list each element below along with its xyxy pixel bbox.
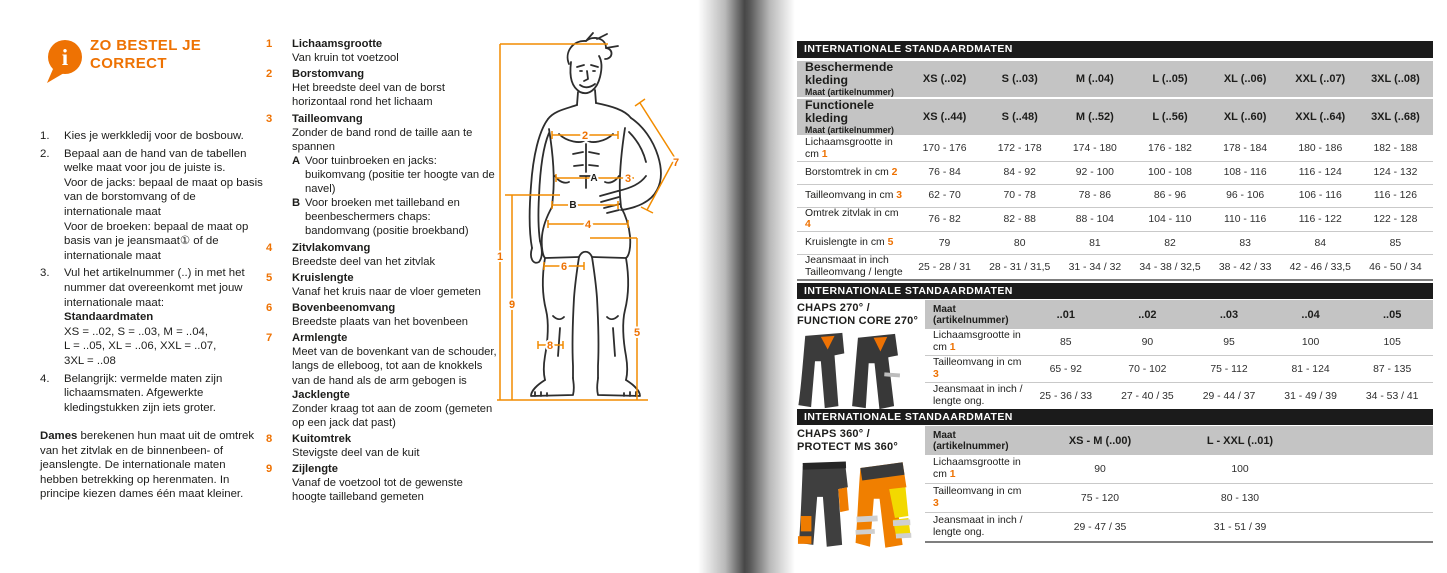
step-line: Standaardmaten xyxy=(64,311,154,324)
size-column-header: 3XL (..08) xyxy=(1371,72,1420,85)
measure-sub-item xyxy=(292,196,498,238)
table-header-bar: INTERNATIONALE STANDAARDMATEN xyxy=(797,41,1433,58)
figure-label-6: 6 xyxy=(560,261,568,273)
table-cell: 176 - 182 xyxy=(1148,143,1192,155)
measure-title: Bovenbeenomvang xyxy=(292,301,396,314)
measure-body xyxy=(292,67,498,109)
measure-title: Kuitomtrek xyxy=(292,432,352,445)
step-number: 1. xyxy=(40,130,50,142)
chaps-270-table xyxy=(925,300,1433,411)
table-cell: 79 xyxy=(938,237,951,249)
measure-desc: Vanaf het kruis naar de vloer gemeten xyxy=(292,285,481,298)
table-row xyxy=(797,255,1433,281)
table-cell: 28 - 31 / 31,5 xyxy=(989,261,1051,273)
row-label xyxy=(925,515,1030,539)
row-values xyxy=(907,214,1433,225)
row-label xyxy=(797,208,907,232)
size-table-chaps-270 xyxy=(797,283,1433,411)
row-label-text: Lichaamsgrootte in cm xyxy=(933,457,1021,480)
table-cell: 86 - 96 xyxy=(1153,190,1187,202)
step-body xyxy=(64,129,265,144)
size-header-row xyxy=(925,300,1433,329)
step-line: Belangrijk: vermelde maten zijn lichaamsmaten. Afgewerkte kledingstukken zijn iets groter. xyxy=(64,372,223,414)
table-cell: 116 - 122 xyxy=(1298,213,1342,225)
body-measurement-figure xyxy=(485,26,701,416)
chaps-270-product-image xyxy=(797,330,923,417)
article-number-label: Maat (artikelnummer) xyxy=(805,124,894,135)
table-cell: 178 - 184 xyxy=(1223,143,1268,155)
step-line: Voor de broeken: bepaal de maat op basis van je jeansmaat① of de internationale maat xyxy=(64,220,249,262)
size-column-header: S (..48) xyxy=(1001,110,1038,123)
figure-label-3: 3 xyxy=(624,173,632,185)
measure-body xyxy=(292,112,498,239)
row-values xyxy=(907,167,1433,178)
step-line: Vul het artikelnummer (..) in met het nummer dat overeenkomt met jouw internationale maat: xyxy=(64,267,245,309)
measure-title: Armlengte xyxy=(292,332,348,345)
size-column-header: XL (..60) xyxy=(1223,110,1267,123)
measure-title: Zitvlakomvang xyxy=(292,241,371,254)
row-label xyxy=(797,137,907,161)
step-lines xyxy=(64,266,265,368)
table-cell: 76 - 84 xyxy=(928,167,961,179)
measure-body xyxy=(292,331,498,430)
table-row xyxy=(797,137,1433,162)
table-cell: 80 - 130 xyxy=(1220,492,1260,504)
table-cell: 90 xyxy=(1094,463,1106,475)
table-cell: 96 - 106 xyxy=(1226,190,1265,202)
figure-label-5: 5 xyxy=(633,327,641,339)
size-column-header: XXL (..07) xyxy=(1295,72,1346,85)
table-row xyxy=(797,162,1433,185)
measure-title: Lichaamsgrootte xyxy=(292,38,383,50)
table-cell: 62 - 70 xyxy=(928,190,961,202)
table-cell: 25 - 28 / 31 xyxy=(918,261,971,273)
size-columns xyxy=(907,73,1433,85)
row-label-line2: Tailleomvang / lengte xyxy=(805,267,903,279)
table-row xyxy=(797,232,1433,255)
table-cell: 29 - 47 / 35 xyxy=(1073,521,1127,533)
measure-sub-item xyxy=(292,154,498,196)
measure-number: 2 xyxy=(266,68,273,81)
measure-number: 9 xyxy=(266,463,273,476)
table-row xyxy=(925,383,1433,411)
table-cell: 88 - 104 xyxy=(1075,213,1114,225)
table-cell: 70 - 102 xyxy=(1128,363,1167,375)
step-line: 3XL = ..08 xyxy=(64,354,116,367)
sub-letter: B xyxy=(292,197,301,210)
size-column-header: L - XXL (..01) xyxy=(1206,434,1274,447)
row-label xyxy=(925,357,1025,381)
table-cell: 84 xyxy=(1314,237,1327,249)
step-lines xyxy=(64,372,265,416)
row-label-text: Lichaamsgrootte in cm xyxy=(805,136,893,160)
row-label-text: Tailleomvang in cm xyxy=(805,189,894,201)
table-cell: 38 - 42 / 33 xyxy=(1218,261,1272,273)
size-column-header: ..04 xyxy=(1301,308,1320,321)
table-cell: 31 - 34 / 32 xyxy=(1068,261,1122,273)
row-marker: 1 xyxy=(821,148,828,160)
table-row xyxy=(925,356,1433,383)
table-cell: 70 - 78 xyxy=(1003,190,1036,202)
table-cell: 105 xyxy=(1383,336,1401,348)
product-name-line1: CHAPS 360° / xyxy=(797,428,870,440)
table-cell: 27 - 40 / 35 xyxy=(1121,390,1174,402)
row-label-text: Jeansmaat in inch / lengte ong. xyxy=(933,384,1023,407)
table-row xyxy=(925,513,1433,543)
size-column-header: S (..03) xyxy=(1001,72,1038,85)
size-column-header: ..02 xyxy=(1138,308,1157,321)
size-table-body xyxy=(925,455,1433,543)
step-lines xyxy=(64,147,265,264)
product-sidebox xyxy=(797,302,923,417)
measure-number: 8 xyxy=(266,432,273,445)
chaps-pair-icon xyxy=(798,333,900,409)
table-cell: 75 - 120 xyxy=(1080,492,1120,504)
measurement-figure-svg xyxy=(485,26,701,416)
row-label-text: Tailleomvang in cm xyxy=(933,486,1022,498)
figure-label-8: 8 xyxy=(546,340,554,352)
row-marker: 3 xyxy=(896,189,903,201)
table-cell: 180 - 186 xyxy=(1298,143,1343,155)
measure-definitions-list xyxy=(266,37,498,507)
measure-title: Kruislengte xyxy=(292,271,354,284)
table-cell: 25 - 36 / 33 xyxy=(1039,390,1093,402)
table-header-bar: INTERNATIONALE STANDAARDMATEN xyxy=(797,409,1433,425)
table-cell: 174 - 180 xyxy=(1072,143,1117,155)
sub-text: Voor tuinbroeken en jacks: buikomvang (positie ter hoogte van de navel) xyxy=(305,154,495,196)
table-cell: 116 - 126 xyxy=(1373,190,1417,202)
row-marker: 5 xyxy=(887,237,894,249)
measure-desc: Stevigste deel van de kuit xyxy=(292,447,420,460)
table-cell: 85 xyxy=(1060,336,1072,348)
figure-label-A: A xyxy=(590,173,598,184)
table-cell: 29 - 44 / 37 xyxy=(1202,390,1256,402)
table-cell: 78 - 86 xyxy=(1078,190,1112,202)
size-columns xyxy=(907,111,1433,123)
table-row xyxy=(925,329,1433,356)
table-cell: 83 xyxy=(1239,237,1251,249)
measure-item xyxy=(266,241,498,269)
header-label-cell xyxy=(797,99,907,135)
measure-title-2: Jacklengte xyxy=(292,388,350,401)
step-lines xyxy=(64,129,265,144)
size-column-header: XXL (..64) xyxy=(1295,110,1346,123)
measure-body xyxy=(292,462,498,504)
step-line: Voor de jacks: bepaal de maat op basis van de borstomvang of de internationale maat xyxy=(64,176,263,218)
step-line: Bepaal aan de hand van de tabellen welke maat voor jou de juiste is. xyxy=(64,147,247,175)
table-cell: 65 - 92 xyxy=(1049,363,1082,375)
step-number: 2. xyxy=(40,147,50,160)
table-cell: 172 - 178 xyxy=(997,143,1042,155)
measure-body xyxy=(292,432,498,460)
measure-body xyxy=(292,301,498,329)
figure-label-1: 1 xyxy=(496,251,504,263)
dames-lead: Dames xyxy=(40,430,78,442)
order-step xyxy=(40,372,265,416)
size-column-header: 3XL (..68) xyxy=(1371,110,1420,123)
table-cell: 80 xyxy=(1013,237,1026,249)
size-column-header: M (..52) xyxy=(1075,110,1114,123)
size-column-header: M (..04) xyxy=(1075,72,1114,85)
table-cell: 82 - 88 xyxy=(1003,213,1036,225)
measure-number: 1 xyxy=(266,38,273,50)
measure-item xyxy=(266,462,498,504)
row-label xyxy=(925,486,1030,510)
row-label-text: Jeansmaat in inch / lengte ong. xyxy=(933,515,1023,538)
table-cell: 82 xyxy=(1164,237,1176,249)
row-values xyxy=(907,238,1433,249)
row-label-text: Borstomtrek in cm xyxy=(805,166,889,178)
table-cell: 34 - 53 / 41 xyxy=(1365,390,1419,402)
size-table-chaps-360 xyxy=(797,409,1433,543)
page-title: ZO BESTEL JE CORRECT xyxy=(90,37,202,72)
book-spine-gradient xyxy=(698,0,795,573)
size-column-header: ..01 xyxy=(1056,308,1075,321)
row-label-text: Tailleomvang in cm xyxy=(933,357,1022,369)
size-header-row xyxy=(797,99,1433,135)
measure-number: 6 xyxy=(266,301,273,314)
step-number: 3. xyxy=(40,267,50,280)
product-name xyxy=(797,428,923,453)
clothing-type-label: Functionele kleding xyxy=(805,97,875,125)
table-row xyxy=(925,484,1433,513)
measure-desc: Meet van de bovenkant van de schouder, langs de elleboog, tot aan de knokkels van de hand als de arm gebogen is xyxy=(292,346,497,387)
table-cell: 85 xyxy=(1389,237,1402,249)
step-line: XS = ..02, S = ..03, M = ..04, xyxy=(64,325,209,338)
article-number-label: Maat (artikelnummer) xyxy=(805,86,894,97)
trousers-pair-icon xyxy=(798,462,911,548)
dames-text: berekenen hun maat uit de omtrek van het zitvlak en de binnenbeen- of jeanslengte. De internationale maten hebben betrekking op herenmaten. In principe kiezen dames één maat kleiner. xyxy=(40,430,255,501)
chaps-360-product-image xyxy=(797,456,923,558)
figure-label-2: 2 xyxy=(581,130,589,142)
row-marker: 4 xyxy=(805,219,811,231)
clothing-type-label: Beschermende kleding xyxy=(805,60,894,87)
row-marker: 3 xyxy=(933,498,939,509)
table-cell: 87 - 135 xyxy=(1373,363,1412,375)
row-values xyxy=(907,143,1433,154)
table-cell: 100 xyxy=(1301,336,1320,348)
measure-desc: Van kruin tot voetzool xyxy=(292,52,399,65)
row-marker: 1 xyxy=(949,469,956,480)
table-cell: 124 - 132 xyxy=(1373,167,1418,179)
table-cell: 81 xyxy=(1089,237,1101,249)
info-bubble-icon xyxy=(44,38,86,84)
measure-title: Zijlengte xyxy=(292,463,338,476)
table-cell: 95 xyxy=(1223,336,1235,348)
article-number-label: Maat (artikelnummer) xyxy=(933,303,1009,326)
table-cell: 104 - 110 xyxy=(1148,213,1192,225)
size-column-header: XS (..02) xyxy=(922,72,967,85)
row-label xyxy=(797,190,907,202)
row-label xyxy=(925,330,1025,354)
table-cell: 46 - 50 / 34 xyxy=(1369,261,1422,273)
row-label xyxy=(797,255,907,279)
measure-item xyxy=(266,331,498,430)
table-cell: 76 - 82 xyxy=(928,213,961,225)
row-label xyxy=(925,384,1025,408)
size-table-standard xyxy=(797,41,1433,281)
header-label-cell xyxy=(797,61,907,97)
measure-line-labels xyxy=(497,130,679,352)
measure-desc: Vanaf de voetzool tot de gewenste hoogte tailleband gemeten xyxy=(292,477,463,504)
table-row xyxy=(797,185,1433,208)
row-marker: 2 xyxy=(891,166,898,178)
step-body xyxy=(64,372,265,416)
order-step xyxy=(40,129,265,144)
table-cell: 42 - 46 / 33,5 xyxy=(1289,261,1351,273)
measure-number: 4 xyxy=(266,241,273,254)
size-table-body xyxy=(797,137,1433,282)
size-column-header: ..03 xyxy=(1219,308,1239,321)
step-body xyxy=(64,266,265,368)
size-header-row xyxy=(797,61,1433,97)
product-name-line2: PROTECT MS 360° xyxy=(797,440,898,453)
table-cell: 81 - 124 xyxy=(1291,363,1330,375)
table-cell: 116 - 124 xyxy=(1298,167,1342,179)
table-cell: 100 xyxy=(1231,463,1249,475)
figure-label-B: B xyxy=(569,200,577,211)
measure-item xyxy=(266,37,498,65)
size-column-header: L (..05) xyxy=(1152,72,1188,85)
order-step xyxy=(40,266,265,368)
sub-letter: A xyxy=(292,154,301,167)
size-column-header: XS - M (..00) xyxy=(1068,434,1132,447)
table-cell: 31 - 51 / 39 xyxy=(1213,521,1267,533)
table-cell: 92 - 100 xyxy=(1075,167,1114,179)
table-cell: 182 - 188 xyxy=(1373,143,1418,155)
table-cell: 75 - 112 xyxy=(1210,363,1248,375)
row-marker: 1 xyxy=(949,342,956,353)
row-label-text: Omtrek zitvlak in cm xyxy=(805,207,899,219)
measure-body xyxy=(292,241,498,269)
table-cell: 170 - 176 xyxy=(922,143,967,155)
table-cell: 100 - 108 xyxy=(1148,167,1192,179)
measure-item xyxy=(266,271,498,299)
info-icon-letter: i xyxy=(61,45,69,70)
measure-number: 3 xyxy=(266,112,273,125)
row-values xyxy=(907,262,1433,273)
table-cell: 34 - 38 / 32,5 xyxy=(1139,261,1201,273)
product-name-line1: CHAPS 270° / xyxy=(797,302,870,314)
measure-item xyxy=(266,432,498,460)
step-body xyxy=(64,147,265,264)
table-row xyxy=(797,208,1433,233)
row-values xyxy=(907,190,1433,201)
size-header-rows xyxy=(797,61,1433,135)
row-label-text: Jeansmaat in inch xyxy=(805,255,889,267)
row-label-text: Kruislengte in cm xyxy=(805,237,885,249)
size-table-body xyxy=(925,329,1433,411)
size-column-header: XL (..06) xyxy=(1223,72,1267,85)
figure-label-7: 7 xyxy=(672,157,680,169)
measure-desc: Het breedste deel van de borst horizontaal rond het lichaam xyxy=(292,82,445,109)
measure-subs xyxy=(292,154,498,239)
chaps-360-table xyxy=(925,426,1433,543)
figure-label-4: 4 xyxy=(584,219,592,231)
product-name xyxy=(797,302,923,327)
figure-label-9: 9 xyxy=(508,299,516,311)
measure-desc: Breedste plaats van het bovenbeen xyxy=(292,316,469,329)
size-column-header: XS (..44) xyxy=(922,110,967,123)
measure-body xyxy=(292,37,498,65)
size-column-header: L (..56) xyxy=(1152,110,1188,123)
table-header-bar: INTERNATIONALE STANDAARDMATEN xyxy=(797,283,1433,299)
row-marker: 3 xyxy=(933,369,939,380)
row-label xyxy=(797,237,907,249)
product-name-line2: FUNCTION CORE 270° xyxy=(797,314,919,327)
measure-item xyxy=(266,301,498,329)
measure-desc: Breedste deel van het zitvlak xyxy=(292,255,436,268)
size-header-row xyxy=(925,426,1433,455)
measure-item xyxy=(266,67,498,109)
measure-desc: Zonder de band rond de taille aan te spannen xyxy=(292,126,473,153)
measure-desc-2: Zonder kraag tot aan de zoom (gemeten op een jack dat past) xyxy=(292,402,493,429)
table-cell: 110 - 116 xyxy=(1223,213,1267,225)
table-cell: 108 - 116 xyxy=(1223,167,1267,179)
row-label xyxy=(925,457,1030,481)
order-step xyxy=(40,147,265,264)
measure-body xyxy=(292,271,498,299)
table-cell: 84 - 92 xyxy=(1003,167,1036,179)
table-row xyxy=(925,455,1433,484)
dames-note xyxy=(40,429,262,502)
size-column-header: ..05 xyxy=(1383,308,1402,321)
measure-number: 7 xyxy=(266,332,273,345)
row-label xyxy=(797,167,907,179)
table-cell: 31 - 49 / 39 xyxy=(1284,390,1337,402)
measure-item xyxy=(266,112,498,239)
measure-title: Tailleomvang xyxy=(292,112,363,125)
table-cell: 122 - 128 xyxy=(1373,213,1418,225)
measure-number: 5 xyxy=(266,271,273,284)
step-line: Kies je werkkledij voor de bosbouw. xyxy=(64,130,244,142)
row-label-text: Lichaamsgrootte in cm xyxy=(933,330,1021,353)
table-cell: 90 xyxy=(1141,336,1154,348)
measure-title: Borstomvang xyxy=(292,68,365,81)
step-line: L = ..05, XL = ..06, XXL = ..07, xyxy=(64,340,217,353)
table-cell: 106 - 116 xyxy=(1298,190,1342,202)
step-number: 4. xyxy=(40,372,50,385)
product-sidebox xyxy=(797,428,923,558)
sub-text: Voor broeken met tailleband en beenbeschermers chaps: bandomvang (positie broekband) xyxy=(305,197,469,238)
article-number-label: Maat (artikelnummer) xyxy=(933,429,1009,452)
order-steps-list xyxy=(40,129,265,418)
